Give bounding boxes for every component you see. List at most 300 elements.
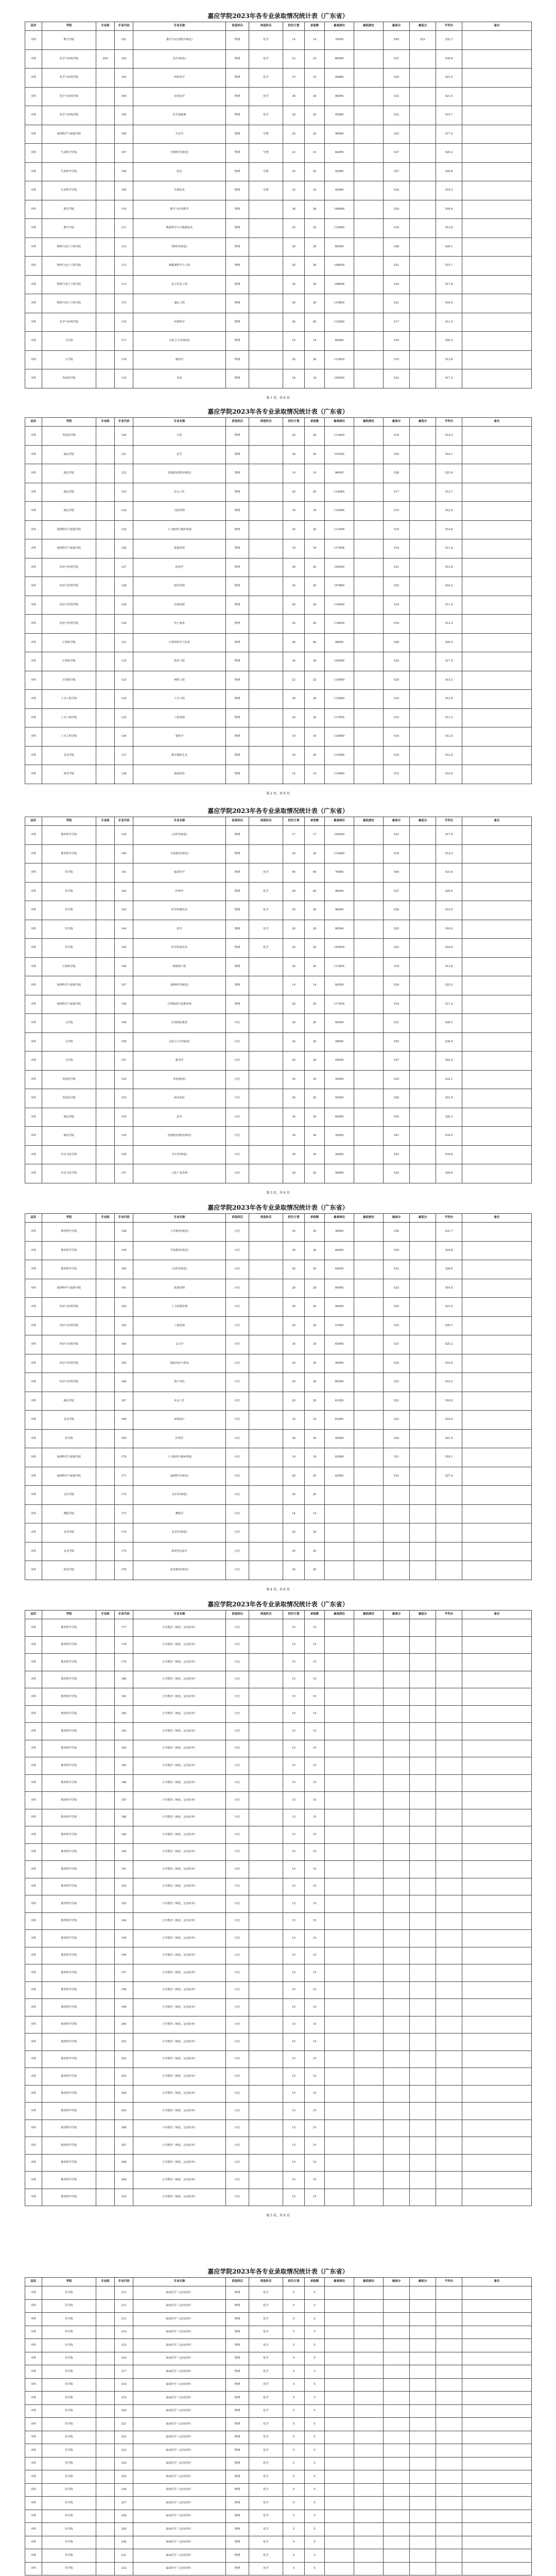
table-cell: 小学教育（师范，定向培养） <box>133 1654 226 1671</box>
table-cell <box>436 2339 462 2352</box>
table-cell <box>354 483 384 502</box>
table-cell: 本科 <box>25 2286 42 2300</box>
table-row <box>25 615 532 634</box>
column-header: 专业名称 <box>133 817 226 826</box>
table-cell <box>249 294 283 313</box>
table-cell <box>410 2483 436 2497</box>
table-cell <box>384 1774 410 1792</box>
table-row <box>25 1843 532 1861</box>
table-cell: 56059 <box>325 1298 354 1317</box>
table-row <box>25 558 532 577</box>
table-cell <box>96 901 115 920</box>
table-cell <box>96 633 115 652</box>
table-cell: 本科 <box>25 1561 42 1580</box>
table-cell: 本科 <box>25 1354 42 1373</box>
table-cell <box>249 2050 283 2068</box>
column-header: 最低排位 <box>354 1611 384 1619</box>
table-cell <box>325 2085 354 2103</box>
table-cell <box>410 2137 436 2155</box>
table-cell: 30 <box>283 1561 305 1580</box>
table-cell: 物理 <box>226 2299 249 2313</box>
table-cell: 30 <box>305 445 325 464</box>
table-cell: 20 <box>305 1373 325 1392</box>
table-row <box>25 1912 532 1930</box>
table-cell: 15 <box>305 1619 325 1637</box>
table-cell <box>249 708 283 727</box>
table-cell: 文学院 <box>42 1014 96 1033</box>
table-cell: 42095 <box>325 1467 354 1486</box>
table-cell: 物理 <box>226 2404 249 2418</box>
table-cell: 20 <box>305 1467 325 1486</box>
table-cell: 本科 <box>25 1895 42 1913</box>
table-cell <box>354 1070 384 1089</box>
table-cell: 15 <box>305 1809 325 1826</box>
table-cell: 58009 <box>325 1164 354 1183</box>
column-header: 平均分 <box>436 418 462 427</box>
table-cell: 物理 <box>226 2510 249 2523</box>
table-cell <box>462 2378 532 2392</box>
table-cell: 物理 <box>226 2286 249 2300</box>
table-cell: 142 <box>115 882 133 901</box>
table-cell: 历史学(师范) <box>133 1145 226 1164</box>
table-cell: 15 <box>305 2154 325 2172</box>
table-cell <box>96 1999 115 2016</box>
table-cell: 土木工程 <box>133 690 226 709</box>
table-cell <box>325 2068 354 2086</box>
table-cell <box>410 2120 436 2137</box>
table-row <box>25 652 532 671</box>
table-cell: 522 <box>384 1392 410 1411</box>
table-cell: 教育科学学院 <box>42 826 96 845</box>
table-cell: 30 <box>283 1429 305 1448</box>
table-cell: 人文地理与城乡规划 <box>133 520 226 539</box>
table-cell: 医学院 <box>42 2313 96 2326</box>
table-cell: 523 <box>410 31 436 50</box>
table-cell: 本科 <box>25 1335 42 1354</box>
table-cell: 物理 <box>226 2339 249 2352</box>
table-cell <box>354 2326 384 2339</box>
table-cell: 网络工程 <box>133 671 226 690</box>
table-cell <box>354 765 384 784</box>
table-cell: 本科 <box>25 633 42 652</box>
table-cell <box>410 219 436 238</box>
table-cell: 15 <box>283 1981 305 1999</box>
table-cell: 本科 <box>25 1826 42 1844</box>
table-cell <box>354 1757 384 1775</box>
table-cell: 20 <box>283 483 305 502</box>
table-cell: 物理 <box>226 708 249 727</box>
table-cell <box>96 69 115 88</box>
table-row <box>25 69 532 88</box>
table-cell <box>436 1792 462 1809</box>
table-row <box>25 1895 532 1913</box>
column-header: 录取数 <box>305 418 325 427</box>
table-cell: 小学教育（师范，定向培养） <box>133 1705 226 1723</box>
table-cell <box>410 1964 436 1982</box>
table-row <box>25 1373 532 1392</box>
table-cell: 20 <box>305 294 325 313</box>
table-cell <box>249 1373 283 1392</box>
table-cell <box>436 2404 462 2418</box>
table-cell <box>462 1070 532 1089</box>
table-cell: 历史 <box>226 1504 249 1523</box>
table-cell: 131 <box>115 633 133 652</box>
table-cell: 15 <box>283 1619 305 1637</box>
table-cell <box>354 2418 384 2431</box>
table-cell: 211 <box>115 2286 133 2300</box>
table-cell: 521.0 <box>436 1298 462 1317</box>
column-header: 学院 <box>42 418 96 427</box>
table-cell <box>249 257 283 276</box>
table-cell <box>96 1895 115 1913</box>
table-cell <box>462 1145 532 1164</box>
table-cell: 本科 <box>25 2299 42 2313</box>
table-cell <box>354 1964 384 1982</box>
table-cell: 210 <box>115 2189 133 2206</box>
table-cell <box>325 2418 354 2431</box>
table-cell: 临床医学（定向培养） <box>133 2497 226 2510</box>
table-row <box>25 1981 532 1999</box>
table-cell: 物理 <box>226 520 249 539</box>
table-cell: 108059 <box>325 257 354 276</box>
table-cell: 医学院 <box>42 939 96 958</box>
table-row <box>25 1774 532 1792</box>
table-cell: 历史 <box>226 1636 249 1654</box>
table-cell: 15 <box>283 1999 305 2016</box>
table-row <box>25 1089 532 1108</box>
table-cell <box>462 727 532 747</box>
table-cell <box>410 2154 436 2172</box>
table-header-row <box>25 2278 532 2286</box>
table-cell: 历史 <box>226 1740 249 1757</box>
column-header: 最高排位 <box>325 1214 354 1223</box>
table-cell <box>410 1930 436 1947</box>
table-cell <box>96 332 115 351</box>
table-cell <box>410 2365 436 2379</box>
table-cell: 105059 <box>325 826 354 845</box>
table-cell: 15 <box>305 1705 325 1723</box>
table-cell <box>249 1448 283 1467</box>
table-cell <box>325 1774 354 1792</box>
table-cell <box>462 2352 532 2365</box>
table-cell <box>384 1486 410 1505</box>
table-cell: 化学 <box>249 2299 283 2313</box>
table-cell <box>96 2431 115 2444</box>
table-cell <box>462 1895 532 1913</box>
table-row <box>25 1070 532 1089</box>
table-cell <box>354 1671 384 1688</box>
table-cell: 520 <box>384 200 410 219</box>
table-cell <box>354 2549 384 2563</box>
table-cell <box>410 445 436 464</box>
table-cell <box>354 652 384 671</box>
table-cell <box>410 2326 436 2339</box>
table-cell <box>410 1260 436 1279</box>
table-cell <box>410 901 436 920</box>
table-cell: 15 <box>305 2103 325 2120</box>
table-cell <box>354 2352 384 2365</box>
table-cell <box>249 1861 283 1878</box>
table-cell: 医学院 <box>42 2510 96 2523</box>
table-cell: 历史 <box>226 2137 249 2155</box>
table-cell: 教育科学学院 <box>42 1636 96 1654</box>
table-cell: 本科 <box>25 2457 42 2470</box>
table-cell: 5 <box>305 2562 325 2575</box>
table-cell: 117059 <box>325 995 354 1014</box>
table-header-row <box>25 418 532 427</box>
table-cell: 519 <box>384 520 410 539</box>
table-cell: 化学 <box>249 863 283 883</box>
table-cell: 129 <box>115 596 133 615</box>
table-cell: 20 <box>305 106 325 125</box>
table-cell: 40 <box>305 313 325 332</box>
table-cell: 515.3 <box>436 671 462 690</box>
table-cell <box>384 2549 410 2563</box>
table-cell: 教育科学学院 <box>42 2189 96 2206</box>
table-cell: 5 <box>305 2299 325 2313</box>
table-cell: 物理 <box>226 577 249 596</box>
table-cell: 522.4 <box>436 1052 462 1071</box>
table-cell: 527 <box>384 1052 410 1071</box>
table-cell: 206 <box>115 2120 133 2137</box>
table-cell: 20 <box>283 294 305 313</box>
table-cell: 临床医学（定向培养） <box>133 2510 226 2523</box>
table-cell: 汉语言文学(师范) <box>133 1032 226 1052</box>
page-title: 嘉应学院2023年各专业录取情况统计表（广东省） <box>207 1601 349 1608</box>
column-header: 最低排位 <box>354 22 384 31</box>
table-cell: 15 <box>305 2120 325 2137</box>
table-cell: 15 <box>283 2016 305 2033</box>
table-cell: 小学教育（师范，定向培养） <box>133 1619 226 1637</box>
table-cell: 医学院 <box>42 2549 96 2563</box>
table-cell: 525.2 <box>436 144 462 163</box>
table-cell: 物理 <box>226 181 249 200</box>
table-cell: 本科 <box>25 1964 42 1982</box>
table-cell: 本科 <box>25 2418 42 2431</box>
table-row <box>25 671 532 690</box>
table-cell <box>410 671 436 690</box>
table-cell: 15 <box>283 2068 305 2086</box>
table-cell: 数学学院 <box>42 200 96 219</box>
table-cell: 15 <box>283 1757 305 1775</box>
table-cell: 527 <box>384 882 410 901</box>
table-cell <box>249 1335 283 1354</box>
table-cell: 小学教育（师范，定向培养） <box>133 1636 226 1654</box>
table-row <box>25 1223 532 1242</box>
table-cell: 本科 <box>25 1127 42 1146</box>
table-cell: 14 <box>305 1504 325 1523</box>
table-cell <box>384 1981 410 1999</box>
table-cell <box>462 2470 532 2484</box>
table-cell: 15 <box>283 2103 305 2120</box>
table-cell <box>354 2137 384 2155</box>
table-cell: 70095 <box>325 31 354 50</box>
table-cell <box>436 2549 462 2563</box>
table-cell <box>462 882 532 901</box>
table-cell: 物理 <box>226 483 249 502</box>
table-cell: 生物科学(师范) <box>133 144 226 163</box>
table-cell <box>462 2444 532 2458</box>
table-cell <box>96 483 115 502</box>
table-cell: 529.3 <box>436 1108 462 1127</box>
table-cell: 36095 <box>325 1223 354 1242</box>
table-cell: 物理 <box>226 464 249 483</box>
table-cell <box>96 144 115 163</box>
admission-table <box>25 1610 532 2206</box>
table-cell <box>410 995 436 1014</box>
table-cell <box>354 1561 384 1580</box>
table-cell: 520.4 <box>436 633 462 652</box>
table-cell <box>249 1654 283 1671</box>
table-cell: 本科 <box>25 144 42 163</box>
table-cell: 30 <box>305 1241 325 1260</box>
table-cell: 本科 <box>25 539 42 558</box>
table-cell <box>249 1145 283 1164</box>
table-cell: 本科 <box>25 219 42 238</box>
table-cell <box>354 920 384 939</box>
table-cell: 516 <box>384 746 410 765</box>
table-cell: 历史 <box>226 1448 249 1467</box>
table-cell <box>354 313 384 332</box>
table-cell: 514 <box>384 596 410 615</box>
table-cell: 本科 <box>25 1316 42 1335</box>
table-cell: 历史 <box>226 1809 249 1826</box>
table-cell <box>354 2120 384 2137</box>
table-cell: 15 <box>283 1930 305 1947</box>
table-row <box>25 1523 532 1543</box>
table-cell: 40 <box>283 863 305 883</box>
table-cell: 135 <box>115 708 133 727</box>
table-cell: 医学院 <box>42 1429 96 1448</box>
table-cell: 20 <box>283 1298 305 1317</box>
table-cell: 计算机学院 <box>42 633 96 652</box>
table-cell <box>325 1705 354 1723</box>
table-cell <box>410 1298 436 1317</box>
table-cell: 517 <box>384 313 410 332</box>
table-cell: 521 <box>384 294 410 313</box>
table-cell <box>410 826 436 845</box>
table-cell <box>325 1757 354 1775</box>
table-row <box>25 200 532 219</box>
table-cell <box>410 1108 436 1127</box>
table-cell: 临床医学（定向培养） <box>133 2444 226 2458</box>
table-cell: 162 <box>115 1298 133 1317</box>
table-cell: 本科 <box>25 826 42 845</box>
table-cell <box>436 1947 462 1964</box>
table-cell: 医学院 <box>42 863 96 883</box>
table-cell: 205 <box>115 2103 133 2120</box>
table-cell: 15 <box>305 2068 325 2086</box>
table-cell <box>249 502 283 521</box>
table-cell: 物理与电子工程学院 <box>42 275 96 294</box>
table-cell <box>96 1809 115 1826</box>
table-cell: 物理 <box>226 106 249 125</box>
table-cell <box>96 2352 115 2365</box>
table-cell <box>249 652 283 671</box>
table-cell: 35059 <box>325 1070 354 1089</box>
table-cell: 化学 <box>249 920 283 939</box>
table-cell: 美术学院 <box>42 746 96 765</box>
table-cell <box>462 1260 532 1279</box>
table-cell <box>462 1671 532 1688</box>
table-cell: 20 <box>305 257 325 276</box>
table-cell: 教育科学学院 <box>42 1740 96 1757</box>
table-cell <box>462 2365 532 2379</box>
table-cell <box>410 257 436 276</box>
table-cell <box>462 2137 532 2155</box>
table-cell: 545 <box>384 31 410 50</box>
table-row <box>25 144 532 163</box>
table-row <box>25 1127 532 1146</box>
table-cell: 118560 <box>325 765 354 784</box>
table-cell <box>410 2352 436 2365</box>
table-row <box>25 1052 532 1071</box>
table-cell: 80098 <box>325 49 354 69</box>
table-cell: 物理 <box>226 125 249 144</box>
table-cell <box>249 1688 283 1706</box>
table-cell: 历史 <box>226 1895 249 1913</box>
table-cell <box>436 2431 462 2444</box>
table-cell: 临床医学（定向培养） <box>133 2339 226 2352</box>
table-cell: 28095 <box>325 1032 354 1052</box>
table-cell <box>325 2339 354 2352</box>
column-header: 招生计划 <box>283 1214 305 1223</box>
table-cell: 105096 <box>325 652 354 671</box>
table-cell: 529.3 <box>436 332 462 351</box>
table-cell <box>354 87 384 106</box>
table-cell <box>325 2137 354 2155</box>
table-cell <box>410 1392 436 1411</box>
table-cell: 临床医学（定向培养） <box>133 2418 226 2431</box>
table-row <box>25 445 532 464</box>
table-cell: 54059 <box>325 1052 354 1071</box>
table-cell <box>410 863 436 883</box>
table-cell <box>410 200 436 219</box>
table-cell <box>410 2286 436 2300</box>
table-cell <box>436 1723 462 1740</box>
table-cell: 98095 <box>325 901 354 920</box>
table-cell <box>462 863 532 883</box>
table-cell: 177 <box>115 1619 133 1637</box>
table-cell: 计算机学院 <box>42 957 96 976</box>
table-cell: 小学教育（师范，定向培养） <box>133 1723 226 1740</box>
table-cell: 183 <box>115 1723 133 1740</box>
table-cell: 本科 <box>25 920 42 939</box>
table-cell <box>384 2510 410 2523</box>
table-cell <box>410 1826 436 1844</box>
table-cell <box>354 2510 384 2523</box>
table-cell: 23 <box>283 144 305 163</box>
table-cell <box>249 1108 283 1127</box>
table-cell: 小学教育（师范，定向培养） <box>133 1895 226 1913</box>
table-cell <box>384 2483 410 2497</box>
table-cell <box>384 1964 410 1982</box>
table-cell <box>462 294 532 313</box>
table-cell: 521 <box>384 558 410 577</box>
table-cell: 化学 <box>249 939 283 958</box>
table-cell <box>384 2068 410 2086</box>
table-cell: 物理 <box>226 2444 249 2458</box>
table-row <box>25 1335 532 1354</box>
table-cell <box>325 2326 354 2339</box>
table-row <box>25 2497 532 2510</box>
table-cell: 本科 <box>25 844 42 863</box>
table-cell: 15 <box>305 2016 325 2033</box>
table-cell <box>249 1504 283 1523</box>
table-cell <box>462 1486 532 1505</box>
table-row <box>25 1930 532 1947</box>
table-cell: 517.6 <box>436 275 462 294</box>
